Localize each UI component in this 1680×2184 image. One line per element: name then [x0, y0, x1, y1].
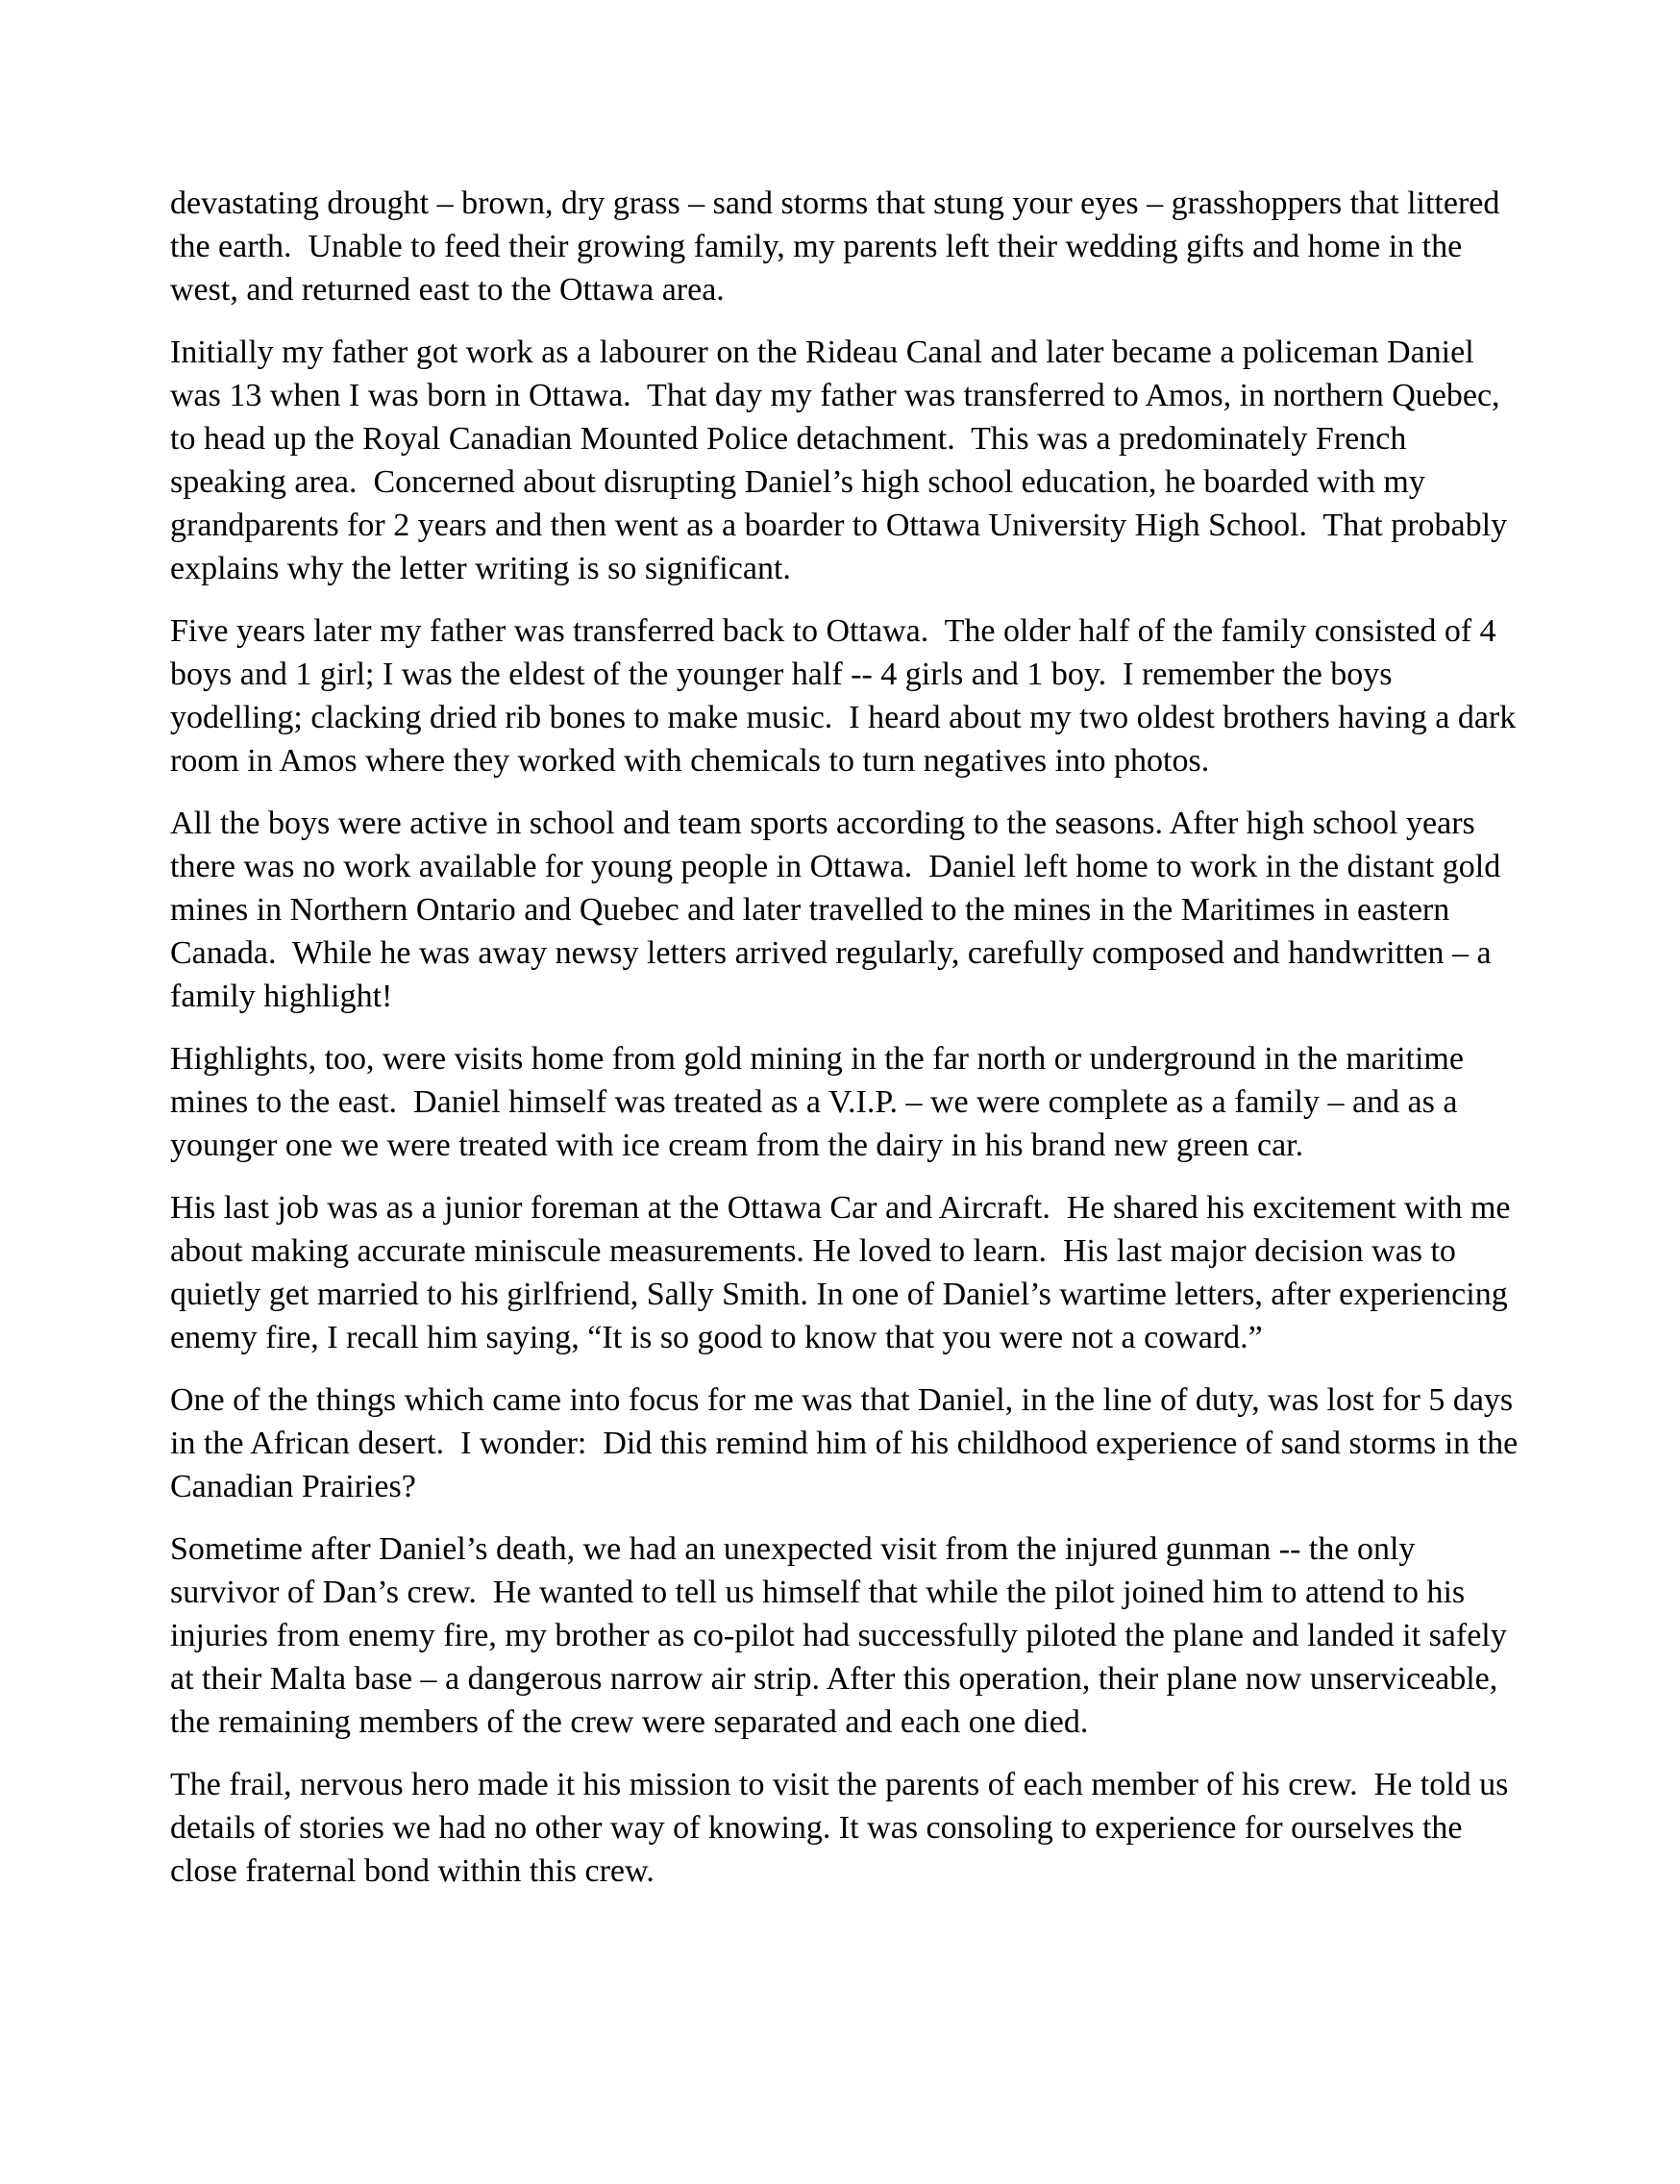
paragraph-gunman-visit: Sometime after Daniel’s death, we had an unexpected visit from the injured gunman -- the only survivor of Dan’s crew. He wanted to tell us himself that while the pilot joined him to attend to his injuries from enemy fire, my brother as co-pilot had successfully piloted the plane and landed it safely at their Malta base – a dangerous narrow air strip. After this operation, their plane now unserviceable, the remaining members of the crew were separated and each one died. [170, 1531, 1516, 1740]
paragraph-father-work: Initially my father got work as a labourer on the Rideau Canal and later became a policeman Daniel was 13 when I was born in Ottawa. That day my father was transferred to Amos, in northern Quebec, to head up the Royal Canadian Mounted Police detachment. This was a predominately French speaking area. Concerned about disrupting Daniel’s high school education, he boarded with my grandparents for 2 years and then went as a boarder to Ottawa University High School. That probably explains why the letter writing is so significant. [170, 335, 1516, 586]
paragraph-highlights-visits: Highlights, too, were visits home from gold mining in the far north or underground in the maritime mines to the east. Daniel himself was treated as a V.I.P. – we were complete as a family – and as a younger one we were treated with ice cream from the dairy in his brand new green car. [170, 1041, 1472, 1163]
paragraph-lost-in-desert: One of the things which came into focus for me was that Daniel, in the line of duty, was lost for 5 days in the African desert. I wonder: Did this remind him of his childhood experience of sand storms in the Canadian Prairies? [170, 1382, 1526, 1504]
paragraph-drought: devastating drought – brown, dry grass – sand storms that stung your eyes – grasshoppers that littered the earth. Unable to feed their growing family, my parents left their wedding gifts and home in the west, and returned east to the Ottawa area. [170, 186, 1508, 308]
paragraph-family-back-to-ottawa: Five years later my father was transferred back to Ottawa. The older half of the family consisted of 4 boys and 1 girl; I was the eldest of the younger half -- 4 girls and 1 boy. I remember the boys yodelling; clacking dried rib bones to make music. I heard about my two oldest brothers having a dark room in Amos where they worked with chemicals to turn negatives into photos. [170, 613, 1524, 779]
paragraph-last-job: His last job was as a junior foreman at the Ottawa Car and Aircraft. He shared his excitement with me about making accurate miniscule measurements. He loved to learn. His last major decision was to quietly get married to his girlfriend, Sally Smith. In one of Daniel’s wartime letters, after experiencing enemy fire, I recall him saying, “It is so good to know that you were not a coward.” [170, 1190, 1519, 1355]
paragraph-frail-hero: The frail, nervous hero made it his mission to visit the parents of each member of his crew. He told us details of stories we had no other way of knowing. It was consoling to experience for ourselves the close fraternal bond within this crew. [170, 1767, 1517, 1889]
document-text-block [170, 182, 1526, 1912]
paragraph-boys-sports-mines: All the boys were active in school and team sports according to the seasons. After high school years there was no work available for young people in Ottawa. Daniel left home to work in the distant gold mines in Northern Ontario and Quebec and later travelled to the mines in the Maritimes in eastern Canada. While he was away newsy letters arrived regularly, carefully composed and handwritten – a family highlight! [170, 806, 1509, 1014]
